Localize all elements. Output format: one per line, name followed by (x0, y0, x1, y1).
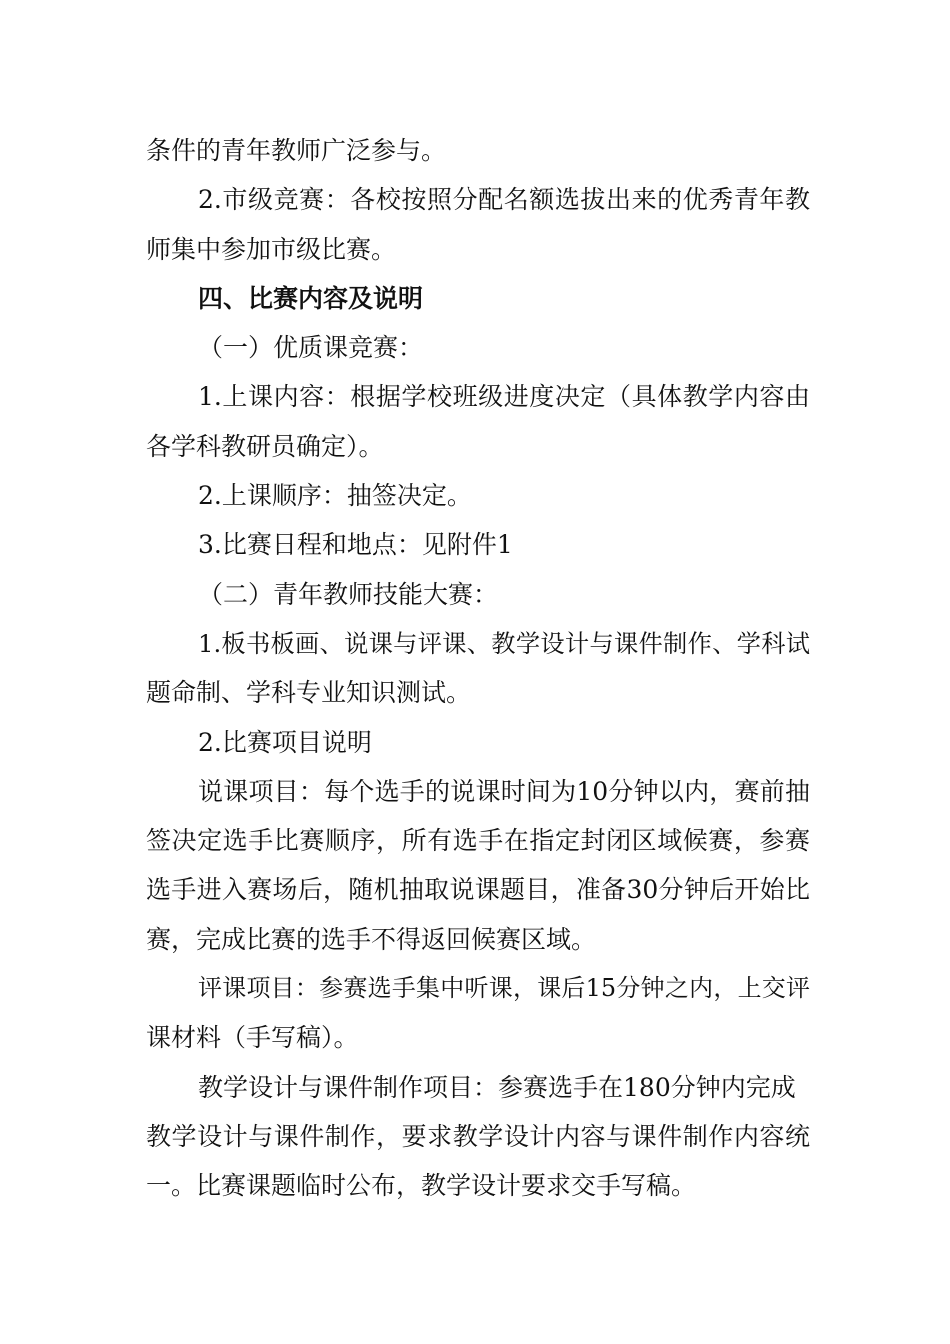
paragraph-line: 1.板书板画、说课与评课、教学设计与课件制作、学科试 (198, 628, 810, 658)
paragraph-line: 2.市级竞赛：各校按照分配名额选拔出来的优秀青年教 (198, 185, 810, 215)
paragraph-line: 师集中参加市级比赛。 (146, 234, 397, 264)
section-heading: 四、比赛内容及说明 (198, 283, 424, 313)
paragraph-line: 3.比赛日程和地点：见附件1 (198, 530, 513, 560)
paragraph-line: 1.上课内容：根据学校班级进度决定（具体教学内容由 (198, 382, 810, 412)
paragraph-line: 一。比赛课题临时公布，教学设计要求交手写稿。 (146, 1171, 697, 1201)
paragraph-line: 赛，完成比赛的选手不得返回候赛区域。 (146, 924, 597, 954)
paragraph-line: 签决定选手比赛顺序，所有选手在指定封闭区域候赛，参赛 (146, 826, 810, 856)
paragraph-line: 题命制、学科专业知识测试。 (146, 678, 472, 708)
paragraph-line: 2.上课顺序：抽签决定。 (198, 481, 472, 511)
paragraph-line: 教学设计与课件制作项目：参赛选手在180分钟内完成 (198, 1072, 796, 1102)
paragraph-line: 说课项目：每个选手的说课时间为10分钟以内，赛前抽 (198, 776, 810, 806)
subsection-heading: （二）青年教师技能大赛： (198, 579, 499, 609)
paragraph-line: 条件的青年教师广泛参与。 (146, 136, 447, 165)
subsection-heading: （一）优质课竞赛： (198, 333, 424, 363)
paragraph-line: 教学设计与课件制作，要求教学设计内容与课件制作内容统 (146, 1121, 810, 1151)
paragraph-line: 2.比赛项目说明 (198, 727, 372, 757)
paragraph-line: 选手进入赛场后，随机抽取说课题目，准备30分钟后开始比 (146, 875, 810, 905)
document-body (146, 126, 810, 1211)
paragraph-line: 各学科教研员确定）。 (146, 431, 384, 461)
paragraph-line: 课材料（手写稿）。 (146, 1023, 359, 1053)
paragraph-line: 评课项目：参赛选手集中听课，课后15分钟之内，上交评 (198, 974, 810, 1003)
